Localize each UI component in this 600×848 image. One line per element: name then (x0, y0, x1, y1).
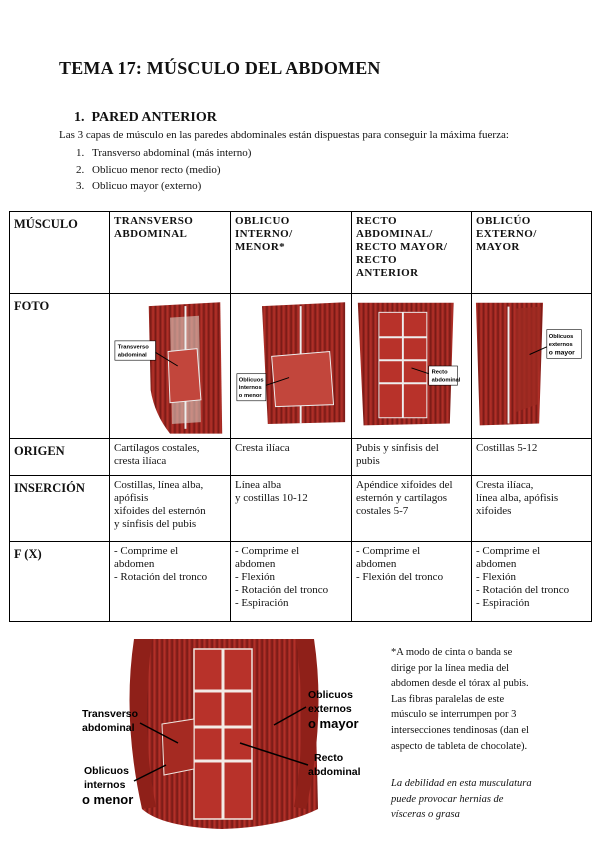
cell-line: abdomen (356, 558, 397, 570)
header-line: RECTO MAYOR/ (356, 241, 448, 253)
photo-label: Oblicuos (548, 334, 574, 341)
cell-line: apófisis (114, 492, 149, 504)
photo-oblicuo-interno (231, 294, 352, 439)
figure-label: Oblicuos (308, 689, 353, 701)
photo-label: Oblicuos (238, 377, 264, 384)
cell-line: xifoides (476, 505, 512, 517)
row-label-insercion: INSERCIÓN (10, 476, 110, 542)
cell-line: abdomen (235, 558, 276, 570)
note-line: La debilidad en esta musculatura (391, 778, 532, 789)
row-label-fx: F (X) (10, 542, 110, 622)
photo-label: o menor (238, 392, 262, 399)
note-line: dirige por la línea media del (391, 662, 510, 674)
header-line: OBLICÚO (476, 215, 531, 227)
figure-label: Recto (314, 752, 344, 764)
list-number: 3. (76, 180, 85, 192)
row-label-foto: FOTO (10, 294, 110, 439)
note-line: *A modo de cinta o banda se (391, 647, 513, 658)
photo-label: Transverso (117, 344, 149, 351)
section-number: 1. (74, 110, 85, 125)
cell-line: - Comprime el (476, 545, 541, 557)
cell-line: y costillas 10-12 (235, 492, 308, 504)
header-line: ABDOMINAL (114, 228, 188, 240)
header-oblicuo-externo (472, 212, 592, 294)
insercion-cell (472, 476, 592, 542)
figure-label: externos (308, 703, 352, 715)
cell-line: - Rotación del tronco (114, 571, 208, 583)
note-line: intersecciones tendinosas (dan el (391, 724, 529, 736)
photo-label: abdominal (117, 352, 147, 359)
cell-line: Costillas 5-12 (476, 442, 538, 454)
cell-line: - Comprime el (114, 545, 179, 557)
fx-cell (472, 542, 592, 622)
cell-line: - Flexión (476, 571, 517, 583)
cell-line: xifoides del esternón (114, 505, 206, 517)
layers-list (76, 145, 251, 195)
muscle-table (9, 211, 592, 622)
header-line: ANTERIOR (356, 267, 419, 279)
cell-line: Pubis y sínfisis del (356, 442, 439, 454)
header-line: EXTERNO/ (476, 228, 537, 240)
cell-line: línea alba, apófisis (476, 492, 559, 504)
list-number: 2. (76, 163, 85, 176)
note-line: Las fibras paralelas de este (391, 693, 505, 705)
list-item (76, 162, 251, 179)
abdomen-photo (112, 296, 228, 436)
header-line: MAYOR (476, 241, 520, 253)
header-line: RECTO (356, 215, 397, 227)
fx-cell (110, 542, 231, 622)
header-line: TRANSVERSO (114, 215, 194, 227)
origen-cell (231, 439, 352, 476)
photo-transverso (110, 294, 231, 439)
recto-note (391, 645, 561, 754)
figure-label: internos (84, 779, 126, 791)
header-recto (352, 212, 472, 294)
header-line: INTERNO/ (235, 228, 293, 240)
cell-line: - Flexión del tronco (356, 571, 444, 583)
note-line: abdomen desde el tórax al pubis. (391, 678, 529, 690)
note-line: puede provocar hernias de (391, 793, 504, 805)
cell-line: Apéndice xifoides del (356, 479, 453, 491)
header-line: OBLICUO (235, 215, 290, 227)
figure-label: abdominal (82, 722, 135, 734)
figure-label: Transverso (82, 708, 139, 720)
section-title: PARED ANTERIOR (91, 110, 217, 125)
cell-line: - Comprime el (356, 545, 421, 557)
cell-line: Cartílagos costales, (114, 442, 200, 454)
note-line: músculo se interrumpen por 3 (391, 709, 517, 721)
photo-label: abdominal (431, 377, 461, 384)
insercion-cell (352, 476, 472, 542)
photo-label: o mayor (548, 349, 575, 357)
photo-label: externos (548, 341, 573, 348)
list-text: Oblicuo mayor (externo) (92, 180, 202, 192)
note-line: aspecto de tableta de chocolate). (391, 740, 528, 752)
abdominal-muscles-figure (82, 639, 362, 829)
origen-cell (110, 439, 231, 476)
cell-line: - Comprime el (235, 545, 300, 557)
table-row (10, 439, 592, 476)
intro-text: Las 3 capas de músculo en las paredes abdominales están dispuestas para conseguir la máxima fuerza: (59, 129, 509, 141)
insercion-cell (231, 476, 352, 542)
list-number: 1. (76, 147, 85, 159)
table-row (10, 476, 592, 542)
header-line: MENOR* (235, 241, 286, 253)
cell-line: - Espiración (476, 597, 530, 609)
photo-recto (352, 294, 472, 439)
origen-cell (472, 439, 592, 476)
figure-label: abdominal (308, 766, 361, 778)
cell-line: - Rotación del tronco (235, 584, 329, 596)
header-transverso (110, 212, 231, 294)
cell-line: cresta ilíaca (114, 455, 167, 467)
list-text: Oblicuo menor recto (medio) (92, 163, 221, 176)
list-item (76, 145, 251, 162)
figure-label: o mayor (308, 716, 359, 731)
cell-line: Línea alba (235, 479, 282, 491)
header-line: RECTO (356, 254, 397, 266)
cell-line: y sínfisis del pubis (114, 518, 197, 530)
table-row (10, 212, 592, 294)
cell-line: abdomen (476, 558, 517, 570)
table-row (10, 542, 592, 622)
note-line: vísceras o grasa (391, 809, 460, 821)
photo-oblicuo-externo (472, 294, 592, 439)
cell-line: Cresta ilíaca (235, 442, 290, 454)
page-title: TEMA 17: MÚSCULO DEL ABDOMEN (59, 58, 381, 78)
list-item (76, 178, 251, 195)
origen-cell (352, 439, 472, 476)
table-row (10, 294, 592, 439)
fx-cell (352, 542, 472, 622)
cell-line: Cresta ilíaca, (476, 479, 534, 491)
section-heading (74, 110, 217, 126)
cell-line: - Rotación del tronco (476, 584, 570, 596)
abdomen-photo (354, 296, 469, 436)
cell-line: pubis (356, 455, 380, 467)
photo-label: internos (238, 385, 262, 392)
abdomen-photo (233, 296, 349, 436)
insercion-cell (110, 476, 231, 542)
cell-line: - Espiración (235, 597, 289, 609)
fx-cell (231, 542, 352, 622)
row-label-origen: ORIGEN (10, 439, 110, 476)
cell-line: costales 5-7 (356, 505, 409, 517)
cell-line: abdomen (114, 558, 155, 570)
list-text: Transverso abdominal (más interno) (92, 147, 252, 159)
figure-label: o menor (82, 792, 134, 807)
header-oblicuo-interno (231, 212, 352, 294)
cell-line: esternón y cartílagos (356, 492, 448, 504)
figure-label: Oblicuos (84, 765, 129, 777)
photo-label: Recto (431, 369, 448, 376)
row-label-musculo: MÚSCULO (10, 212, 110, 294)
header-line: ABDOMINAL/ (356, 228, 433, 240)
abdomen-photo (474, 296, 589, 436)
cell-line: Costillas, línea alba, (114, 479, 204, 491)
warning-note (391, 776, 566, 823)
cell-line: - Flexión (235, 571, 276, 583)
